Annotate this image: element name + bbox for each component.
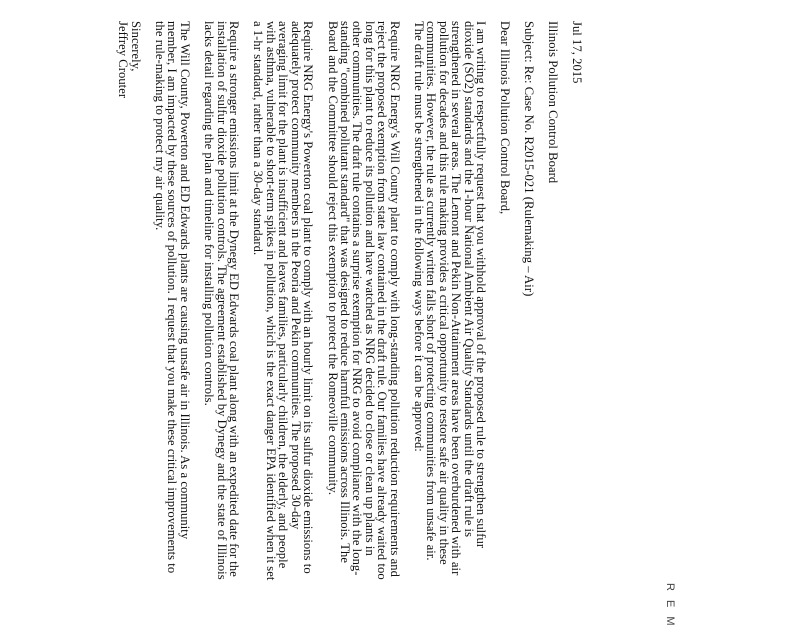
letter-paragraph: The Will County, Powerton and ED Edwards plants are causing unsafe air in Illinois. As a community member, I am impacted by these sources of pollution. I request that you make these critical improvements to the rule-making to protect my air quality. [153, 21, 192, 574]
letter-signature: Jeffrey Crouter [116, 21, 131, 99]
page-stamp: R E M [664, 583, 676, 629]
letter-salutation: Dear Illinois Pollution Control Board, [498, 21, 512, 215]
letter-recipient: Illinois Pollution Control Board [546, 21, 560, 184]
letter-closing: Sincerely, [128, 21, 143, 72]
letter-subject: Subject: Re: Case No. R2015-021 (Rulemaking – Air) [522, 21, 536, 297]
letter-paragraph: Require a stronger emissions limit at the Dynegy ED Edwards coal plant along with an expedited date for the installation of sulfur dioxide pollution controls. The agreement established by Dynegy and the state of Illinois lacks detail regarding the plan and timeline for installing pollution controls. [202, 21, 242, 580]
letter-paragraph: I am writing to respectfully request that you withhold approval of the proposed rule to strengthen sulfur dioxide (SO2) standards and the 1-hour National Ambient Air Quality Standards until the draft rule is strengthened in several areas. The Lemont and Pekin Non-Attainment areas have been overburdened with air pollution for decades and this rule making provides a critical opportunity to restore safe air quality in these communities. However, the rule as currently written falls short of protecting communities from unsafe air. The draft rule must be strengthened in the following ways before it can be approved: [411, 21, 488, 576]
letter-paragraph: Require NRG Energy's Will County plant to comply with long-standing pollution reduction requirements and reject the proposed exemption from state law contained in the draft rule. Our families have already waited too long for this plant to reduce its pollution and have watched as NRG decided to close or clean up plants in other communities. The draft rule contains a surprise exemption for NRG to avoid compliance with the long-standing "combined pollutant standard" that was designed to reduce harmful emissions across Illinois. The Board and the Committee should reject this exemption to protect the Romeoville community. [325, 21, 402, 580]
letter-page [83, 21, 583, 581]
letter-paragraph: Require NRG Energy's Powerton coal plant to comply with an hourly limit on its sulfur dioxide emissions to adequately protect community members in the Peoria and Pekin communities. The proposed 30-day averaging limit for the plant is insufficient and leaves families, particularly children, the elderly, and people with asthma, vulnerable to short-term spikes in pollution, which is the exact danger EPA identified when it set a 1-hr standard, rather than a 30-day standard. [251, 21, 316, 581]
letter-date: Jul 17, 2015 [570, 21, 584, 84]
